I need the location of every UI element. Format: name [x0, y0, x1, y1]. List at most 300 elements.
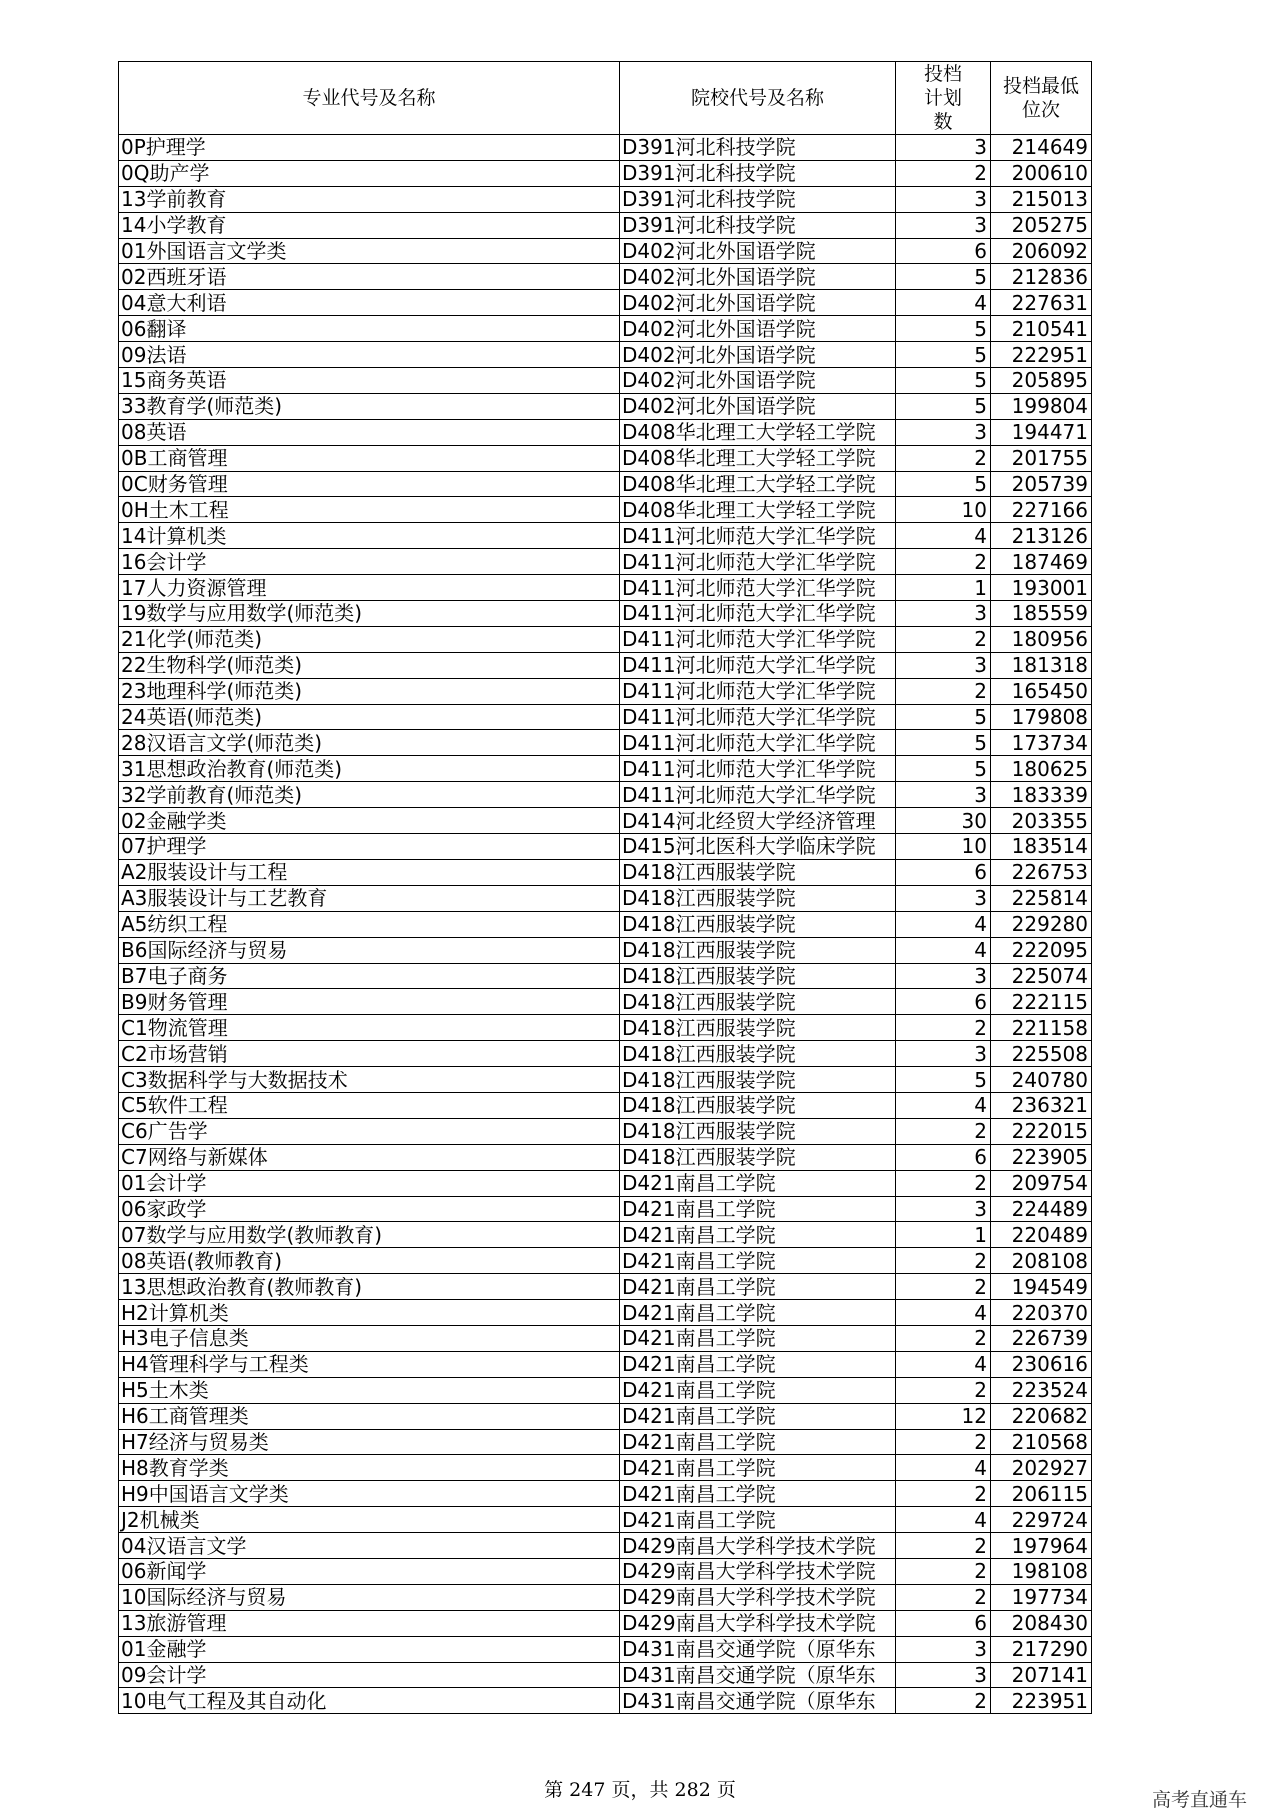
cell-major: 07护理学 [119, 834, 620, 860]
table-row [119, 1041, 1092, 1067]
table-row [119, 160, 1092, 186]
cell-min-rank: 207141 [991, 1662, 1092, 1688]
header-plan-count-text: 投档计划数 [923, 63, 962, 133]
cell-major: 06翻译 [119, 316, 620, 342]
cell-min-rank: 199804 [991, 393, 1092, 419]
cell-min-rank: 222951 [991, 342, 1092, 368]
table-row [119, 549, 1092, 575]
cell-major: A5纺织工程 [119, 911, 620, 937]
cell-plan-count: 4 [896, 1455, 991, 1481]
cell-min-rank: 165450 [991, 678, 1092, 704]
table-row [119, 1533, 1092, 1559]
cell-plan-count: 3 [896, 135, 991, 161]
cell-major: 08英语(教师教育) [119, 1248, 620, 1274]
table-row [119, 626, 1092, 652]
table-row [119, 1067, 1092, 1093]
cell-plan-count: 3 [896, 1196, 991, 1222]
cell-plan-count: 4 [896, 523, 991, 549]
table-row [119, 497, 1092, 523]
table-row [119, 1118, 1092, 1144]
cell-plan-count: 2 [896, 1688, 991, 1714]
table-row [119, 885, 1092, 911]
cell-school: D421南昌工学院 [620, 1300, 896, 1326]
cell-min-rank: 193001 [991, 575, 1092, 601]
table-header-row [119, 62, 1092, 135]
admission-table [118, 61, 1092, 1714]
cell-school: D411河北师范大学汇华学院 [620, 549, 896, 575]
cell-plan-count: 2 [896, 678, 991, 704]
cell-major: 28汉语言文学(师范类) [119, 730, 620, 756]
cell-min-rank: 215013 [991, 186, 1092, 212]
cell-major: 24英语(师范类) [119, 704, 620, 730]
cell-plan-count: 3 [896, 186, 991, 212]
cell-school: D402河北外国语学院 [620, 264, 896, 290]
cell-school: D421南昌工学院 [620, 1507, 896, 1533]
table-row [119, 1300, 1092, 1326]
cell-plan-count: 6 [896, 989, 991, 1015]
cell-min-rank: 230616 [991, 1351, 1092, 1377]
cell-plan-count: 5 [896, 342, 991, 368]
cell-min-rank: 212836 [991, 264, 1092, 290]
cell-min-rank: 185559 [991, 601, 1092, 627]
cell-major: C1物流管理 [119, 1015, 620, 1041]
table-row [119, 393, 1092, 419]
cell-plan-count: 6 [896, 859, 991, 885]
watermark: 高考直通车 [1152, 1789, 1248, 1811]
cell-major: 06家政学 [119, 1196, 620, 1222]
cell-plan-count: 5 [896, 368, 991, 394]
header-major: 专业代号及名称 [119, 62, 620, 135]
cell-school: D391河北科技学院 [620, 212, 896, 238]
cell-school: D431南昌交通学院（原华东 [620, 1688, 896, 1714]
cell-school: D411河北师范大学汇华学院 [620, 782, 896, 808]
cell-major: 15商务英语 [119, 368, 620, 394]
cell-school: D402河北外国语学院 [620, 238, 896, 264]
cell-min-rank: 227166 [991, 497, 1092, 523]
cell-school: D421南昌工学院 [620, 1481, 896, 1507]
cell-school: D421南昌工学院 [620, 1429, 896, 1455]
table-row [119, 601, 1092, 627]
cell-school: D421南昌工学院 [620, 1455, 896, 1481]
cell-plan-count: 3 [896, 652, 991, 678]
cell-school: D402河北外国语学院 [620, 368, 896, 394]
cell-major: 31思想政治教育(师范类) [119, 756, 620, 782]
cell-min-rank: 194549 [991, 1274, 1092, 1300]
cell-min-rank: 220370 [991, 1300, 1092, 1326]
cell-school: D411河北师范大学汇华学院 [620, 575, 896, 601]
cell-school: D418江西服装学院 [620, 911, 896, 937]
cell-min-rank: 223951 [991, 1688, 1092, 1714]
cell-plan-count: 30 [896, 808, 991, 834]
table-row [119, 1662, 1092, 1688]
cell-school: D421南昌工学院 [620, 1170, 896, 1196]
table-row [119, 290, 1092, 316]
table-row [119, 704, 1092, 730]
table-row [119, 1222, 1092, 1248]
table-row [119, 1636, 1092, 1662]
cell-plan-count: 2 [896, 1274, 991, 1300]
cell-major: 04汉语言文学 [119, 1533, 620, 1559]
cell-min-rank: 203355 [991, 808, 1092, 834]
cell-min-rank: 222095 [991, 937, 1092, 963]
cell-min-rank: 229280 [991, 911, 1092, 937]
cell-min-rank: 226753 [991, 859, 1092, 885]
cell-min-rank: 227631 [991, 290, 1092, 316]
cell-major: 13学前教育 [119, 186, 620, 212]
cell-major: J2机械类 [119, 1507, 620, 1533]
cell-school: D391河北科技学院 [620, 160, 896, 186]
cell-plan-count: 4 [896, 290, 991, 316]
cell-min-rank: 208430 [991, 1610, 1092, 1636]
cell-major: A2服装设计与工程 [119, 859, 620, 885]
cell-plan-count: 2 [896, 1584, 991, 1610]
table-row [119, 989, 1092, 1015]
header-plan-count [896, 62, 991, 135]
cell-plan-count: 3 [896, 1041, 991, 1067]
cell-plan-count: 2 [896, 1325, 991, 1351]
cell-min-rank: 220489 [991, 1222, 1092, 1248]
table-row [119, 1325, 1092, 1351]
cell-min-rank: 197964 [991, 1533, 1092, 1559]
table-row [119, 1558, 1092, 1584]
cell-plan-count: 2 [896, 1170, 991, 1196]
table-row [119, 1092, 1092, 1118]
cell-plan-count: 6 [896, 1144, 991, 1170]
cell-min-rank: 225814 [991, 885, 1092, 911]
table-row [119, 782, 1092, 808]
cell-min-rank: 205895 [991, 368, 1092, 394]
table-row [119, 1377, 1092, 1403]
table-row [119, 1610, 1092, 1636]
cell-school: D421南昌工学院 [620, 1274, 896, 1300]
table-row [119, 1274, 1092, 1300]
cell-min-rank: 223905 [991, 1144, 1092, 1170]
table-row [119, 445, 1092, 471]
cell-plan-count: 2 [896, 1377, 991, 1403]
table-row [119, 859, 1092, 885]
cell-plan-count: 3 [896, 212, 991, 238]
cell-major: 10电气工程及其自动化 [119, 1688, 620, 1714]
cell-school: D418江西服装学院 [620, 989, 896, 1015]
table-row [119, 212, 1092, 238]
cell-plan-count: 2 [896, 1118, 991, 1144]
cell-major: 23地理科学(师范类) [119, 678, 620, 704]
cell-plan-count: 10 [896, 497, 991, 523]
cell-min-rank: 223524 [991, 1377, 1092, 1403]
cell-school: D421南昌工学院 [620, 1196, 896, 1222]
cell-major: 13旅游管理 [119, 1610, 620, 1636]
cell-major: C5软件工程 [119, 1092, 620, 1118]
table-row [119, 523, 1092, 549]
cell-min-rank: 202927 [991, 1455, 1092, 1481]
cell-school: D411河北师范大学汇华学院 [620, 756, 896, 782]
cell-school: D418江西服装学院 [620, 885, 896, 911]
cell-min-rank: 180956 [991, 626, 1092, 652]
table-row [119, 368, 1092, 394]
cell-major: 06新闻学 [119, 1558, 620, 1584]
table-row [119, 238, 1092, 264]
cell-school: D421南昌工学院 [620, 1325, 896, 1351]
cell-min-rank: 240780 [991, 1067, 1092, 1093]
header-min-rank [991, 62, 1092, 135]
cell-plan-count: 4 [896, 1351, 991, 1377]
cell-school: D411河北师范大学汇华学院 [620, 730, 896, 756]
table-row [119, 1688, 1092, 1714]
cell-school: D421南昌工学院 [620, 1222, 896, 1248]
cell-major: 33教育学(师范类) [119, 393, 620, 419]
cell-plan-count: 12 [896, 1403, 991, 1429]
cell-plan-count: 6 [896, 1610, 991, 1636]
cell-min-rank: 226739 [991, 1325, 1092, 1351]
cell-school: D411河北师范大学汇华学院 [620, 523, 896, 549]
cell-min-rank: 201755 [991, 445, 1092, 471]
cell-major: H4管理科学与工程类 [119, 1351, 620, 1377]
cell-min-rank: 173734 [991, 730, 1092, 756]
cell-major: 32学前教育(师范类) [119, 782, 620, 808]
table-row [119, 1196, 1092, 1222]
cell-min-rank: 225508 [991, 1041, 1092, 1067]
cell-min-rank: 229724 [991, 1507, 1092, 1533]
table-row [119, 963, 1092, 989]
cell-major: 01金融学 [119, 1636, 620, 1662]
cell-school: D429南昌大学科学技术学院 [620, 1558, 896, 1584]
cell-major: 0B工商管理 [119, 445, 620, 471]
cell-min-rank: 224489 [991, 1196, 1092, 1222]
cell-major: 02西班牙语 [119, 264, 620, 290]
cell-school: D429南昌大学科学技术学院 [620, 1610, 896, 1636]
cell-school: D418江西服装学院 [620, 1041, 896, 1067]
cell-major: 10国际经济与贸易 [119, 1584, 620, 1610]
cell-plan-count: 3 [896, 885, 991, 911]
cell-major: B7电子商务 [119, 963, 620, 989]
cell-plan-count: 5 [896, 1067, 991, 1093]
cell-school: D408华北理工大学轻工学院 [620, 471, 896, 497]
table-row [119, 1144, 1092, 1170]
table-row [119, 1481, 1092, 1507]
cell-school: D411河北师范大学汇华学院 [620, 626, 896, 652]
cell-major: H8教育学类 [119, 1455, 620, 1481]
cell-school: D411河北师范大学汇华学院 [620, 704, 896, 730]
cell-major: 22生物科学(师范类) [119, 652, 620, 678]
cell-school: D431南昌交通学院（原华东 [620, 1662, 896, 1688]
table-row [119, 135, 1092, 161]
cell-major: 17人力资源管理 [119, 575, 620, 601]
cell-min-rank: 217290 [991, 1636, 1092, 1662]
cell-plan-count: 3 [896, 419, 991, 445]
cell-major: 04意大利语 [119, 290, 620, 316]
cell-min-rank: 206115 [991, 1481, 1092, 1507]
cell-major: 21化学(师范类) [119, 626, 620, 652]
cell-min-rank: 198108 [991, 1558, 1092, 1584]
table-row [119, 911, 1092, 937]
cell-school: D411河北师范大学汇华学院 [620, 601, 896, 627]
cell-plan-count: 4 [896, 937, 991, 963]
cell-plan-count: 1 [896, 575, 991, 601]
table-row [119, 1455, 1092, 1481]
cell-min-rank: 236321 [991, 1092, 1092, 1118]
cell-plan-count: 3 [896, 601, 991, 627]
table-row [119, 1507, 1092, 1533]
cell-plan-count: 3 [896, 1636, 991, 1662]
cell-major: C6广告学 [119, 1118, 620, 1144]
cell-min-rank: 197734 [991, 1584, 1092, 1610]
cell-school: D429南昌大学科学技术学院 [620, 1533, 896, 1559]
cell-min-rank: 205739 [991, 471, 1092, 497]
cell-major: 0C财务管理 [119, 471, 620, 497]
table-row [119, 834, 1092, 860]
table-row [119, 264, 1092, 290]
cell-min-rank: 213126 [991, 523, 1092, 549]
table-row [119, 419, 1092, 445]
cell-min-rank: 214649 [991, 135, 1092, 161]
cell-plan-count: 4 [896, 1507, 991, 1533]
cell-school: D411河北师范大学汇华学院 [620, 678, 896, 704]
cell-min-rank: 179808 [991, 704, 1092, 730]
table-row [119, 1015, 1092, 1041]
cell-min-rank: 183514 [991, 834, 1092, 860]
cell-min-rank: 208108 [991, 1248, 1092, 1274]
cell-major: A3服装设计与工艺教育 [119, 885, 620, 911]
cell-school: D402河北外国语学院 [620, 393, 896, 419]
cell-school: D421南昌工学院 [620, 1403, 896, 1429]
cell-plan-count: 4 [896, 911, 991, 937]
cell-min-rank: 222015 [991, 1118, 1092, 1144]
cell-major: 02金融学类 [119, 808, 620, 834]
cell-school: D418江西服装学院 [620, 859, 896, 885]
cell-major: 14小学教育 [119, 212, 620, 238]
cell-school: D408华北理工大学轻工学院 [620, 497, 896, 523]
cell-min-rank: 222115 [991, 989, 1092, 1015]
cell-major: 08英语 [119, 419, 620, 445]
cell-major: 0H土木工程 [119, 497, 620, 523]
cell-school: D429南昌大学科学技术学院 [620, 1584, 896, 1610]
cell-plan-count: 2 [896, 1481, 991, 1507]
table-row [119, 1429, 1092, 1455]
cell-min-rank: 180625 [991, 756, 1092, 782]
page-footer: 第 247 页，共 282 页 [544, 1779, 736, 1801]
cell-plan-count: 3 [896, 1662, 991, 1688]
table-row [119, 471, 1092, 497]
cell-min-rank: 221158 [991, 1015, 1092, 1041]
cell-plan-count: 4 [896, 1092, 991, 1118]
cell-school: D418江西服装学院 [620, 1092, 896, 1118]
cell-plan-count: 2 [896, 1558, 991, 1584]
cell-major: H2计算机类 [119, 1300, 620, 1326]
table-row [119, 342, 1092, 368]
cell-plan-count: 5 [896, 471, 991, 497]
cell-school: D421南昌工学院 [620, 1377, 896, 1403]
cell-school: D418江西服装学院 [620, 963, 896, 989]
cell-major: B6国际经济与贸易 [119, 937, 620, 963]
cell-min-rank: 210541 [991, 316, 1092, 342]
cell-min-rank: 200610 [991, 160, 1092, 186]
cell-major: 09法语 [119, 342, 620, 368]
cell-school: D418江西服装学院 [620, 1015, 896, 1041]
table-row [119, 730, 1092, 756]
cell-school: D402河北外国语学院 [620, 316, 896, 342]
cell-min-rank: 205275 [991, 212, 1092, 238]
cell-plan-count: 5 [896, 264, 991, 290]
cell-school: D418江西服装学院 [620, 937, 896, 963]
cell-major: H5土木类 [119, 1377, 620, 1403]
cell-major: 09会计学 [119, 1662, 620, 1688]
cell-school: D402河北外国语学院 [620, 290, 896, 316]
table-row [119, 808, 1092, 834]
cell-major: 0P护理学 [119, 135, 620, 161]
cell-plan-count: 2 [896, 1429, 991, 1455]
cell-major: B9财务管理 [119, 989, 620, 1015]
cell-school: D411河北师范大学汇华学院 [620, 652, 896, 678]
cell-school: D408华北理工大学轻工学院 [620, 419, 896, 445]
table-row [119, 575, 1092, 601]
cell-min-rank: 183339 [991, 782, 1092, 808]
cell-school: D431南昌交通学院（原华东 [620, 1636, 896, 1662]
cell-school: D408华北理工大学轻工学院 [620, 445, 896, 471]
cell-major: C7网络与新媒体 [119, 1144, 620, 1170]
cell-plan-count: 2 [896, 1248, 991, 1274]
header-min-rank-text: 投档最低位次 [1002, 75, 1079, 121]
table-row [119, 1584, 1092, 1610]
cell-min-rank: 220682 [991, 1403, 1092, 1429]
cell-plan-count: 6 [896, 238, 991, 264]
cell-plan-count: 2 [896, 160, 991, 186]
cell-major: 07数学与应用数学(教师教育) [119, 1222, 620, 1248]
table-row [119, 678, 1092, 704]
cell-plan-count: 2 [896, 1015, 991, 1041]
cell-major: H9中国语言文学类 [119, 1481, 620, 1507]
cell-major: 0Q助产学 [119, 160, 620, 186]
cell-school: D391河北科技学院 [620, 186, 896, 212]
cell-min-rank: 209754 [991, 1170, 1092, 1196]
cell-school: D421南昌工学院 [620, 1248, 896, 1274]
cell-min-rank: 194471 [991, 419, 1092, 445]
table-row [119, 756, 1092, 782]
table-row [119, 1248, 1092, 1274]
cell-plan-count: 5 [896, 730, 991, 756]
cell-school: D418江西服装学院 [620, 1118, 896, 1144]
cell-major: 01会计学 [119, 1170, 620, 1196]
cell-min-rank: 187469 [991, 549, 1092, 575]
cell-plan-count: 5 [896, 393, 991, 419]
table-row [119, 186, 1092, 212]
table-row [119, 937, 1092, 963]
cell-major: C3数据科学与大数据技术 [119, 1067, 620, 1093]
cell-school: D415河北医科大学临床学院 [620, 834, 896, 860]
cell-plan-count: 3 [896, 963, 991, 989]
table-row [119, 316, 1092, 342]
cell-plan-count: 5 [896, 756, 991, 782]
table-row [119, 1351, 1092, 1377]
cell-major: C2市场营销 [119, 1041, 620, 1067]
cell-school: D414河北经贸大学经济管理 [620, 808, 896, 834]
cell-major: 19数学与应用数学(师范类) [119, 601, 620, 627]
cell-plan-count: 2 [896, 1533, 991, 1559]
cell-school: D418江西服装学院 [620, 1067, 896, 1093]
cell-plan-count: 5 [896, 316, 991, 342]
cell-major: 13思想政治教育(教师教育) [119, 1274, 620, 1300]
cell-min-rank: 206092 [991, 238, 1092, 264]
cell-plan-count: 5 [896, 704, 991, 730]
cell-major: 01外国语言文学类 [119, 238, 620, 264]
cell-school: D421南昌工学院 [620, 1351, 896, 1377]
cell-plan-count: 2 [896, 626, 991, 652]
cell-min-rank: 210568 [991, 1429, 1092, 1455]
cell-major: 16会计学 [119, 549, 620, 575]
cell-plan-count: 4 [896, 1300, 991, 1326]
cell-major: 14计算机类 [119, 523, 620, 549]
cell-plan-count: 2 [896, 445, 991, 471]
cell-plan-count: 3 [896, 782, 991, 808]
